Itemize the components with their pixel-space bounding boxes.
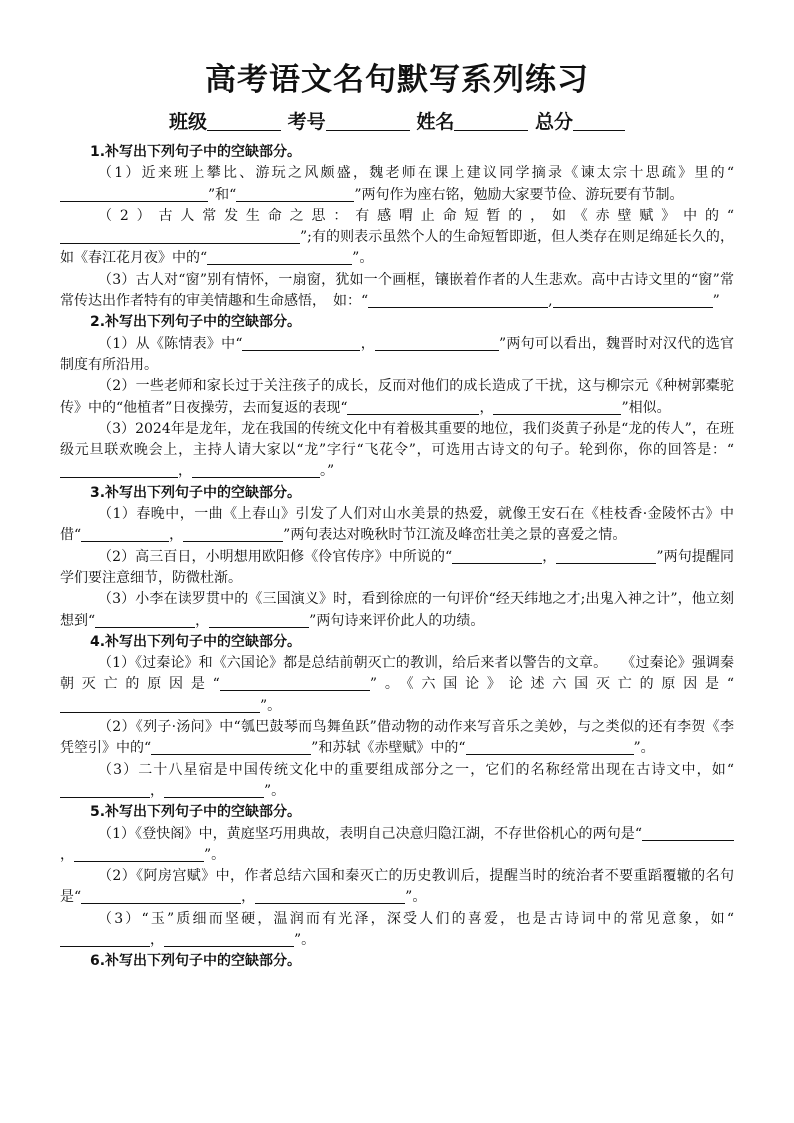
answer-blank[interactable] [209, 612, 309, 628]
answer-blank[interactable] [164, 782, 264, 798]
question-heading: 5.补写出下列句子中的空缺部分。 [90, 804, 302, 821]
answer-blank[interactable] [368, 292, 548, 308]
answer-blank[interactable] [553, 292, 713, 308]
answer-blank[interactable] [183, 526, 283, 542]
question-item: （3）二十八星宿是中国传统文化中的重要组成部分之一，它们的名称经常出现在古诗文中，如“， ”。 [60, 760, 734, 803]
question-item: （3）小李在读罗贯中的《三国演义》时，看到徐庶的一句评价“经天纬地之才;出鬼入神之计”，他立刻想到“ ， ”两句诗来评价此人的功绩。 [60, 591, 734, 629]
answer-blank[interactable] [255, 888, 405, 904]
answer-blank[interactable] [493, 399, 621, 415]
questions-body [60, 142, 734, 973]
answer-blank[interactable] [81, 526, 169, 542]
answer-blank[interactable] [60, 931, 150, 947]
answer-blank[interactable] [242, 335, 360, 351]
page-title: 高考语文名句默写系列练习 [205, 62, 589, 98]
question-item: （2）《阿房宫赋》中，作者总结六国和秦灭亡的历史教训后，提醒当时的统治者不要重蹈覆辙的名句是“ ， ”。 [60, 868, 734, 906]
answer-blank[interactable] [642, 825, 734, 841]
answer-blank[interactable] [60, 782, 150, 798]
question-item: （2）一些老师和家长过于关注孩子的成长，反而对他们的成长造成了干扰，这与柳宗元《种树郭橐驼传》中的“他植者”日夜操劳，去而复返的表现“ ， ”相似。 [60, 378, 734, 416]
question-item: （1）《登快阁》中，黄庭坚巧用典故，表明自己决意归隐江湖，不存世俗机心的两句是“， ”。 [60, 824, 734, 867]
name-field[interactable] [454, 110, 528, 131]
answer-blank[interactable] [192, 462, 320, 478]
student-info-line [0, 108, 794, 136]
question-item: （1）《过秦论》和《六国论》都是总结前朝灭亡的教训，给后来者以警告的文章。 《过秦论》强调秦朝灭亡的原因是“ ”。《六国论》论述六国灭亡的原因是“”。 [60, 655, 734, 714]
answer-blank[interactable] [466, 739, 634, 755]
score-field[interactable] [573, 110, 625, 131]
answer-blank[interactable] [375, 335, 499, 351]
answer-blank[interactable] [74, 846, 204, 862]
answer-blank[interactable] [60, 697, 260, 713]
question-item: （2）《列子·汤问》中“瓠巴鼓琴而鸟舞鱼跃”借动物的动作来写音乐之美妙，与之类似的还有李贺《李凭箜引》中的“ ”和苏轼《赤壁赋》中的“ ”。 [60, 719, 734, 757]
question-heading: 3.补写出下列句子中的空缺部分。 [90, 484, 302, 501]
answer-blank[interactable] [60, 228, 300, 244]
exam-no-label: 考号 [287, 111, 326, 133]
question-item: （1）春晚中，一曲《上春山》引发了人们对山水美景的热爱，就像王安石在《桂枝香·金陵怀古》中借“ ， ”两句表达对晚秋时节江流及峰峦壮美之景的喜爱之情。 [60, 506, 734, 544]
class-field[interactable] [207, 110, 281, 131]
question-item: （1）近来班上攀比、游玩之风颇盛，魏老师在课上建议同学摘录《谏太宗十思疏》里的“”和“ ”两句作为座右铭，勉励大家要节俭、游玩要有节制。 [60, 163, 734, 206]
answer-blank[interactable] [220, 675, 370, 691]
answer-blank[interactable] [95, 612, 195, 628]
answer-blank[interactable] [556, 548, 656, 564]
question-item: （3）古人对“窗”别有情怀，一扇窗，犹如一个画框，镶嵌着作者的人生悲欢。高中古诗文里的“窗”常常传达出作者特有的审美情趣和生命感悟， 如：“ , ” [60, 271, 734, 310]
class-label: 班级 [169, 111, 208, 133]
score-label: 总分 [534, 111, 573, 133]
answer-blank[interactable] [60, 462, 178, 478]
answer-blank[interactable] [164, 931, 294, 947]
question-heading: 2.补写出下列句子中的空缺部分。 [90, 314, 302, 331]
answer-blank[interactable] [347, 399, 479, 415]
question-item: （2）古人常发生命之思：有感喟止命短暂的，如《赤壁赋》中的“”;有的则表示虽然个人的生命短暂即逝，但人类存在则足绵延长久的，如《春江花月夜》中的“ ”。 [60, 207, 734, 267]
answer-blank[interactable] [236, 186, 354, 202]
question-item: （1）从《陈情表》中“ ， ”两句可以看出，魏晋时对汉代的选官制度有所沿用。 [60, 335, 734, 373]
question-heading: 1.补写出下列句子中的空缺部分。 [90, 144, 302, 160]
question-item: （3）2024年是龙年，龙在我国的传统文化中有着极其重要的地位，我们炎黄子孙是“龙的传人”，在班级元旦联欢晚会上，主持人请大家以“龙”字行“飞花令”，可选用古诗文的句子。轮到你，你的回答是：“， 。” [60, 420, 734, 480]
answer-blank[interactable] [151, 739, 311, 755]
question-item: （2）高三百日，小明想用欧阳修《伶官传序》中所说的“ ， ”两句提醒同学们要注意细节，防微杜渐。 [60, 548, 734, 586]
answer-blank[interactable] [207, 249, 352, 265]
answer-blank[interactable] [452, 548, 542, 564]
answer-blank[interactable] [60, 186, 208, 202]
name-label: 姓名 [416, 111, 455, 133]
exam-no-field[interactable] [326, 110, 410, 131]
question-item: （3）“玉”质细而坚硬，温润而有光泽，深受人们的喜爱，也是古诗词中的常见意象，如“， ”。 [60, 909, 734, 952]
question-heading: 6.补写出下列句子中的空缺部分。 [90, 953, 302, 970]
question-heading: 4.补写出下列句子中的空缺部分。 [90, 633, 302, 650]
answer-blank[interactable] [81, 888, 241, 904]
